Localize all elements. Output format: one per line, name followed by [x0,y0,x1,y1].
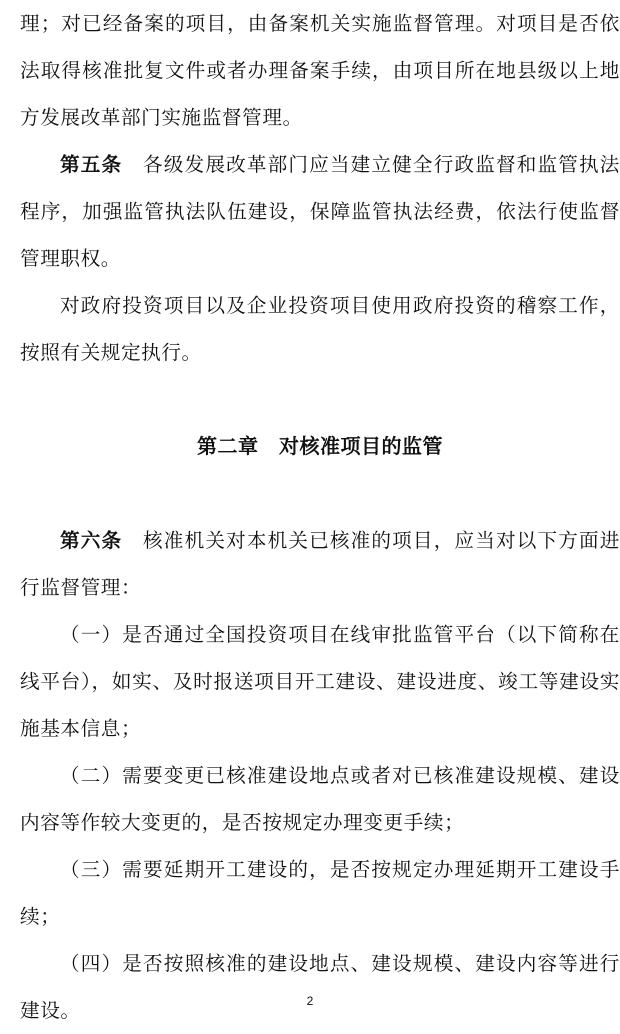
article-5-text: 各级发展改革部门应当建立健全行政监督和监管执法程序，加强监管执法队伍建设，保障监管执法经费，依法行使监督管理职权。 [20,153,620,270]
article-6-label: 第六条 [60,529,123,552]
article-6-text: 核准机关对本机关已核准的项目，应当对以下方面进行监督管理： [20,529,620,599]
body-text [20,0,620,1034]
list-item-4: （四）是否按照核准的建设地点、建设规模、建设内容等进行建设。 [20,952,620,1022]
spacer [20,470,620,517]
spacer [20,376,620,423]
list-item-2: （二）需要变更已核准建设地点或者对已核准建设规模、建设内容等作较大变更的，是否按规定办理变更手续； [20,764,620,834]
article-6-paragraph [20,517,620,611]
continuation-paragraph: 理；对已经备案的项目，由备案机关实施监督管理。对项目是否依法取得核准批复文件或者办理备案手续，由项目所在地县级以上地方发展改革部门实施监督管理。 [20,12,620,129]
page-number: 2 [306,994,314,1008]
list-item-1: （一）是否通过全国投资项目在线审批监管平台（以下简称在线平台），如实、及时报送项目开工建设、建设进度、竣工等建设实施基本信息； [20,623,620,740]
article-5-label: 第五条 [60,153,123,176]
audit-paragraph: 对政府投资项目以及企业投资项目使用政府投资的稽察工作，按照有关规定执行。 [20,294,620,364]
article-5-paragraph [20,141,620,282]
chapter-2-heading: 第二章 对核准项目的监管 [197,434,443,458]
list-item-3: （三）需要延期开工建设的，是否按规定办理延期开工建设手续； [20,858,620,928]
